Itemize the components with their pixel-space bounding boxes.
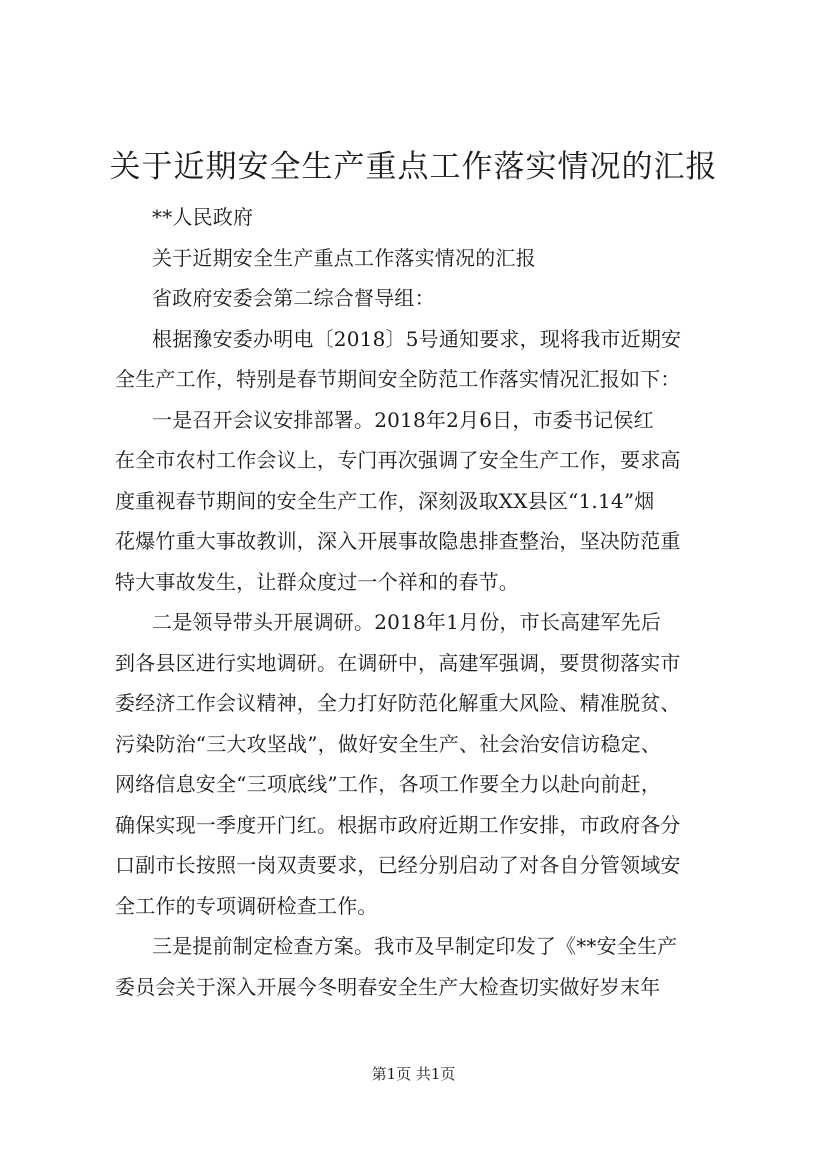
text-line: 花爆竹重大事故教训，深入开展事故隐患排查整治，坚决防范重 [115,529,681,553]
body-lines [115,197,735,1007]
text-line: 根据豫安委办明电〔2018〕5号通知要求，现将我市近期安 [152,326,682,351]
page-footer: 第1页 共1页 [371,1065,456,1083]
text-line: 到各县区进行实地调研。在调研中，高建军强调，要贯彻落实市 [115,650,681,675]
text-line: 委经济工作会议精神，全力打好防范化解重大风险、精准脱贫、 [115,691,681,715]
text-line: 全工作的专项调研检查工作。 [115,893,378,918]
text-line: 特大事故发生，让群众度过一个祥和的春节。 [115,569,519,594]
text-line: 网络信息安全“三项底线”工作，各项工作要全力以赴向前赶， [115,772,662,796]
text-line: 二是领导带头开展调研。2018年1月份，市长高建军先后 [152,610,662,634]
text-line: 口副市长按照一岗双责要求，已经分别启动了对各自分管领域安 [115,853,681,877]
text-line: 确保实现一季度开门红。根据市政府近期工作安排，市政府各分 [115,812,681,837]
document-body [115,197,735,1007]
text-line: 一是召开会议安排部署。2018年2月6日，市委书记侯红 [152,407,654,432]
text-line: 全生产工作，特别是春节期间安全防范工作落实情况汇报如下： [115,367,681,391]
text-line: 在全市农村工作会议上，专门再次强调了安全生产工作，要求高 [115,448,681,472]
text-line: 关于近期安全生产重点工作落实情况的汇报 [152,245,536,270]
text-line: **人民政府 [152,205,254,229]
text-line: 度重视春节期间的安全生产工作，深刻汲取XX县区“1.14”烟 [115,488,655,513]
text-line: 委员会关于深入开展今冬明春安全生产大检查切实做好岁末年 [115,974,661,999]
text-line: 污染防治“三大攻坚战”，做好安全生产、社会治安信访稳定、 [115,731,662,756]
text-line: 三是提前制定检查方案。我市及早制定印发了《**安全生产 [152,934,678,958]
document-title: 关于近期安全生产重点工作落实情况的汇报 [109,149,718,185]
text-line: 省政府安委会第二综合督导组： [152,286,435,310]
